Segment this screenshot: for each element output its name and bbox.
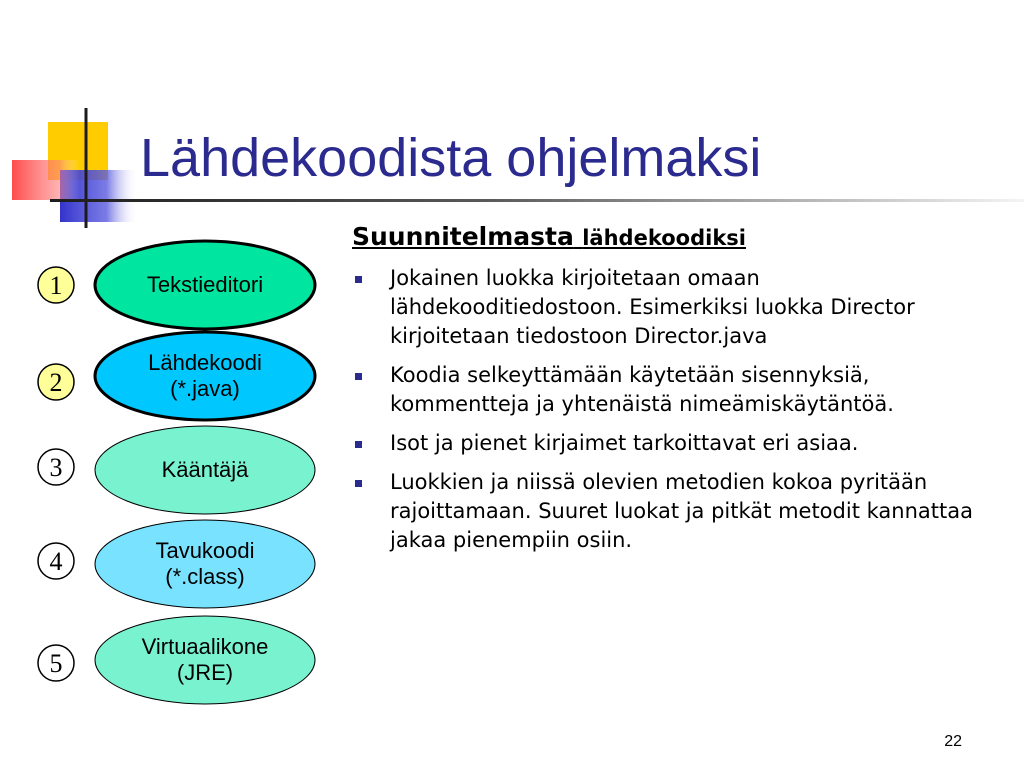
bullet-text: Jokainen luokka kirjoitetaan omaan lähdekooditiedostoon. Esimerkiksi luokka Director kirjoitetaan tiedostoon Director.java <box>390 266 915 348</box>
bullet-text: Isot ja pienet kirjaimet tarkoittavat eri asiaa. <box>390 431 859 455</box>
bullet-list <box>352 264 992 565</box>
bullet-item <box>352 468 992 555</box>
step-5-label <box>90 634 320 686</box>
square-bullet-icon <box>355 441 362 448</box>
square-bullet-icon <box>355 276 362 283</box>
step-4-label-line: (*.class) <box>165 564 245 589</box>
section-heading-sub: lähdekoodiksi <box>582 226 746 250</box>
step-2-label-line: Lähdekoodi <box>148 350 262 375</box>
step-4-number: 4 <box>49 547 63 576</box>
square-bullet-icon <box>355 480 362 487</box>
step-1-number: 1 <box>49 271 63 300</box>
step-2-label-line: (*.java) <box>170 376 240 401</box>
bullet-item <box>352 361 992 419</box>
bullet-text: Koodia selkeyttämään käytetään sisennyksiä, kommentteja ja yhtenäistä nimeämiskäytäntöä. <box>390 363 894 416</box>
step-4-label <box>90 538 320 590</box>
step-1-label-line: Tekstieditori <box>146 272 264 297</box>
square-bullet-icon <box>355 373 362 380</box>
bullet-item <box>352 429 992 458</box>
step-2-number: 2 <box>49 368 63 397</box>
step-5-label-line: Virtuaalikone <box>141 634 269 659</box>
step-3-number: 3 <box>49 453 63 482</box>
step-4-label-line: Tavukoodi <box>155 538 255 563</box>
step-2-label <box>90 350 320 402</box>
bullet-text: Luokkien ja niissä olevien metodien kokoa pyritään rajoittamaan. Suuret luokat ja pitkät metodit kannattaa jakaa pienempiin osiin. <box>390 470 973 552</box>
step-5-label-line: (JRE) <box>176 660 234 685</box>
page-number: 22 <box>944 733 962 750</box>
section-heading-main: Suunnitelmasta <box>352 222 574 251</box>
slide-title: Lähdekoodista ohjelmaksi <box>140 128 762 188</box>
section-heading <box>352 222 746 251</box>
step-1-label <box>90 272 320 298</box>
step-3-label <box>90 457 320 483</box>
step-5-number: 5 <box>49 649 63 678</box>
step-3-label-line: Kääntäjä <box>161 457 249 482</box>
bullet-item <box>352 264 992 351</box>
